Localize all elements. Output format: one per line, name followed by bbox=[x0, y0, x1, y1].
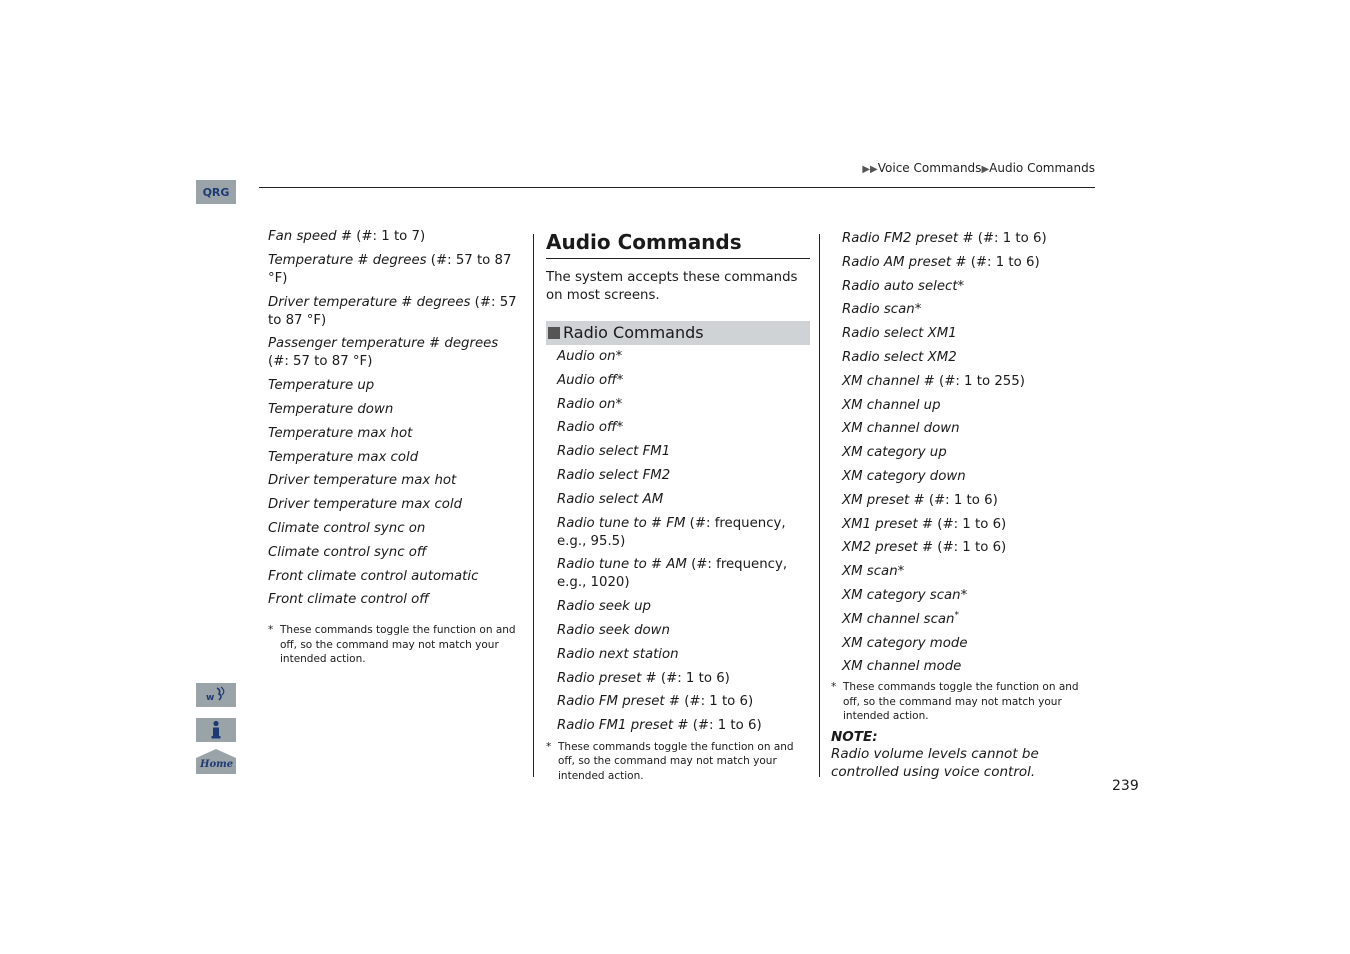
column-divider bbox=[533, 234, 534, 777]
note-body: Radio volume levels cannot be controlled using voice control. bbox=[831, 746, 1039, 781]
command-text: Radio tune to # FM bbox=[557, 515, 686, 531]
subsection-header: Radio Commands bbox=[546, 321, 810, 345]
command-text: Climate control sync off bbox=[268, 544, 427, 560]
home-tab[interactable] bbox=[196, 748, 236, 774]
command-text: Temperature max hot bbox=[268, 425, 413, 441]
command-text: Passenger temperature # degrees bbox=[268, 336, 499, 352]
right-column bbox=[831, 230, 1087, 781]
command-item bbox=[268, 496, 518, 514]
command-item bbox=[842, 563, 1087, 581]
command-text: XM channel mode bbox=[842, 659, 962, 675]
command-text: XM category down bbox=[842, 468, 966, 484]
page-number: 239 bbox=[1112, 778, 1139, 794]
breadcrumb bbox=[862, 161, 1095, 175]
command-item bbox=[557, 515, 810, 551]
command-item bbox=[842, 539, 1087, 557]
header-divider bbox=[259, 187, 1095, 188]
command-text: XM channel scan bbox=[842, 611, 955, 627]
command-text: XM channel down bbox=[842, 421, 960, 437]
section-intro: The system accepts these commands on most screens. bbox=[546, 270, 798, 303]
command-text: Radio on* bbox=[557, 396, 623, 412]
command-parameter: (#: 1 to 255) bbox=[934, 373, 1025, 389]
command-text: Radio seek down bbox=[557, 622, 670, 638]
command-item bbox=[842, 301, 1087, 319]
command-text: Fan speed # bbox=[268, 229, 352, 244]
command-item bbox=[842, 325, 1087, 343]
command-item bbox=[268, 520, 518, 538]
command-parameter: (#: 1 to 6) bbox=[680, 694, 754, 710]
command-text: Driver temperature max cold bbox=[268, 497, 463, 513]
command-text: Radio select XM2 bbox=[842, 349, 957, 365]
command-item bbox=[842, 468, 1087, 486]
command-text: Temperature down bbox=[268, 401, 394, 417]
command-item bbox=[268, 425, 518, 443]
info-icon bbox=[209, 720, 223, 740]
command-item bbox=[842, 635, 1087, 653]
command-text: Temperature up bbox=[268, 378, 375, 394]
command-item bbox=[268, 591, 518, 609]
command-text: Audio on* bbox=[557, 349, 623, 364]
command-item bbox=[557, 396, 810, 414]
voice-command-tab[interactable] bbox=[196, 683, 236, 707]
command-parameter: (#: 1 to 7) bbox=[352, 229, 426, 244]
command-item bbox=[557, 348, 810, 366]
command-item bbox=[842, 397, 1087, 415]
command-item bbox=[842, 492, 1087, 510]
command-item bbox=[557, 467, 810, 485]
command-text: XM channel up bbox=[842, 397, 941, 413]
footnote-marker: * bbox=[954, 610, 959, 621]
breadcrumb-item[interactable]: Voice Commands bbox=[877, 161, 982, 175]
command-item bbox=[268, 472, 518, 490]
command-item bbox=[842, 611, 1087, 629]
command-text: Radio scan* bbox=[842, 302, 922, 318]
command-item bbox=[268, 568, 518, 586]
command-text: XM category scan* bbox=[842, 587, 968, 603]
command-item bbox=[842, 254, 1087, 272]
breadcrumb-arrow-icon: ▶▶ bbox=[862, 164, 878, 175]
command-parameter: (#: 1 to 6) bbox=[933, 516, 1007, 532]
command-parameter: (#: 1 to 6) bbox=[656, 670, 730, 686]
command-item bbox=[557, 670, 810, 688]
command-text: XM channel # bbox=[842, 373, 935, 389]
command-text: Radio select AM bbox=[557, 491, 664, 507]
command-item bbox=[842, 658, 1087, 676]
command-text: Radio select XM1 bbox=[842, 326, 957, 342]
command-text: Climate control sync on bbox=[268, 520, 426, 536]
command-item bbox=[557, 717, 810, 735]
command-item bbox=[842, 420, 1087, 438]
command-text: XM category up bbox=[842, 445, 947, 461]
breadcrumb-item[interactable]: Audio Commands bbox=[989, 161, 1095, 175]
command-text: Driver temperature max hot bbox=[268, 473, 457, 489]
command-parameter: (#: 1 to 6) bbox=[924, 492, 998, 508]
command-item bbox=[557, 443, 810, 461]
command-item bbox=[842, 373, 1087, 391]
command-text: Radio auto select* bbox=[842, 278, 965, 294]
radio-command-list bbox=[546, 348, 810, 735]
command-item bbox=[268, 335, 518, 371]
command-item bbox=[268, 377, 518, 395]
info-tab[interactable] bbox=[196, 718, 236, 742]
command-text: Front climate control automatic bbox=[268, 568, 479, 584]
command-parameter: (#: 1 to 6) bbox=[973, 231, 1047, 246]
command-item bbox=[842, 230, 1087, 248]
qrg-tab[interactable] bbox=[196, 180, 236, 204]
command-item bbox=[268, 544, 518, 562]
command-item bbox=[268, 294, 518, 330]
command-text: Radio seek up bbox=[557, 599, 651, 615]
command-item bbox=[842, 278, 1087, 296]
command-text: Radio FM preset # bbox=[557, 694, 681, 710]
footnote: * These commands toggle the function on and off, so the command may not match your intended action. bbox=[546, 740, 794, 782]
command-text: Temperature # degrees bbox=[268, 252, 427, 268]
left-command-list bbox=[268, 228, 518, 609]
voice-command-icon bbox=[206, 686, 226, 704]
command-item bbox=[557, 693, 810, 711]
command-parameter: (#: 1 to 6) bbox=[933, 540, 1007, 556]
command-text: XM category mode bbox=[842, 635, 968, 651]
command-parameter: (#: 57 to 87 °F) bbox=[268, 252, 512, 286]
command-text: Audio off* bbox=[557, 372, 624, 388]
section-marker-icon bbox=[548, 327, 560, 339]
command-text: XM preset # bbox=[842, 492, 925, 508]
command-item bbox=[557, 598, 810, 616]
svg-text:w: w bbox=[206, 693, 215, 703]
command-text: Driver temperature # degrees bbox=[268, 294, 471, 310]
command-text: XM2 preset # bbox=[842, 540, 934, 556]
command-item bbox=[268, 449, 518, 467]
command-item bbox=[842, 587, 1087, 605]
qrg-label: QRG bbox=[202, 185, 230, 199]
footnote: * These commands toggle the function on and off, so the command may not match your intended action. bbox=[831, 681, 1079, 722]
command-item bbox=[557, 491, 810, 509]
command-item bbox=[557, 556, 810, 592]
command-text: Radio next station bbox=[557, 646, 679, 662]
command-parameter: (#: 1 to 6) bbox=[966, 254, 1040, 270]
command-text: Radio preset # bbox=[557, 670, 657, 686]
section-title: Audio Commands bbox=[546, 230, 810, 259]
home-label: Home bbox=[200, 759, 234, 770]
command-item bbox=[268, 228, 518, 246]
command-text: Radio FM1 preset # bbox=[557, 718, 689, 734]
command-item bbox=[557, 372, 810, 390]
command-text: XM scan* bbox=[842, 564, 905, 580]
column-divider bbox=[819, 234, 820, 777]
home-icon bbox=[196, 748, 236, 774]
note-heading: NOTE: bbox=[831, 729, 878, 746]
command-item bbox=[842, 444, 1087, 462]
command-text: Front climate control off bbox=[268, 592, 429, 608]
command-text: Radio off* bbox=[557, 420, 624, 436]
command-parameter: (#: 57 to 87 °F) bbox=[268, 294, 517, 328]
command-item bbox=[557, 646, 810, 664]
command-text: Radio select FM1 bbox=[557, 444, 671, 460]
middle-column bbox=[546, 228, 810, 783]
command-parameter: (#: frequency, e.g., 95.5) bbox=[557, 515, 786, 549]
command-item bbox=[842, 516, 1087, 534]
command-text: XM1 preset # bbox=[842, 516, 934, 532]
left-column bbox=[268, 228, 518, 667]
command-item bbox=[557, 419, 810, 437]
command-parameter: (#: 1 to 6) bbox=[688, 718, 762, 734]
command-text: Radio select FM2 bbox=[557, 467, 671, 483]
command-text: Temperature max cold bbox=[268, 449, 419, 465]
command-text: Radio FM2 preset # bbox=[842, 231, 974, 246]
command-item bbox=[268, 401, 518, 419]
footnote: * These commands toggle the function on and off, so the command may not match your intended action. bbox=[268, 624, 516, 666]
command-parameter: (#: frequency, e.g., 1020) bbox=[557, 557, 788, 591]
command-text: Radio AM preset # bbox=[842, 254, 967, 270]
command-item bbox=[268, 252, 518, 288]
breadcrumb-arrow-icon: ▶ bbox=[981, 164, 990, 175]
command-text: Radio tune to # AM bbox=[557, 557, 687, 573]
xm-command-list bbox=[831, 230, 1087, 676]
command-item bbox=[557, 622, 810, 640]
command-item bbox=[842, 349, 1087, 367]
command-parameter: (#: 57 to 87 °F) bbox=[268, 354, 373, 370]
